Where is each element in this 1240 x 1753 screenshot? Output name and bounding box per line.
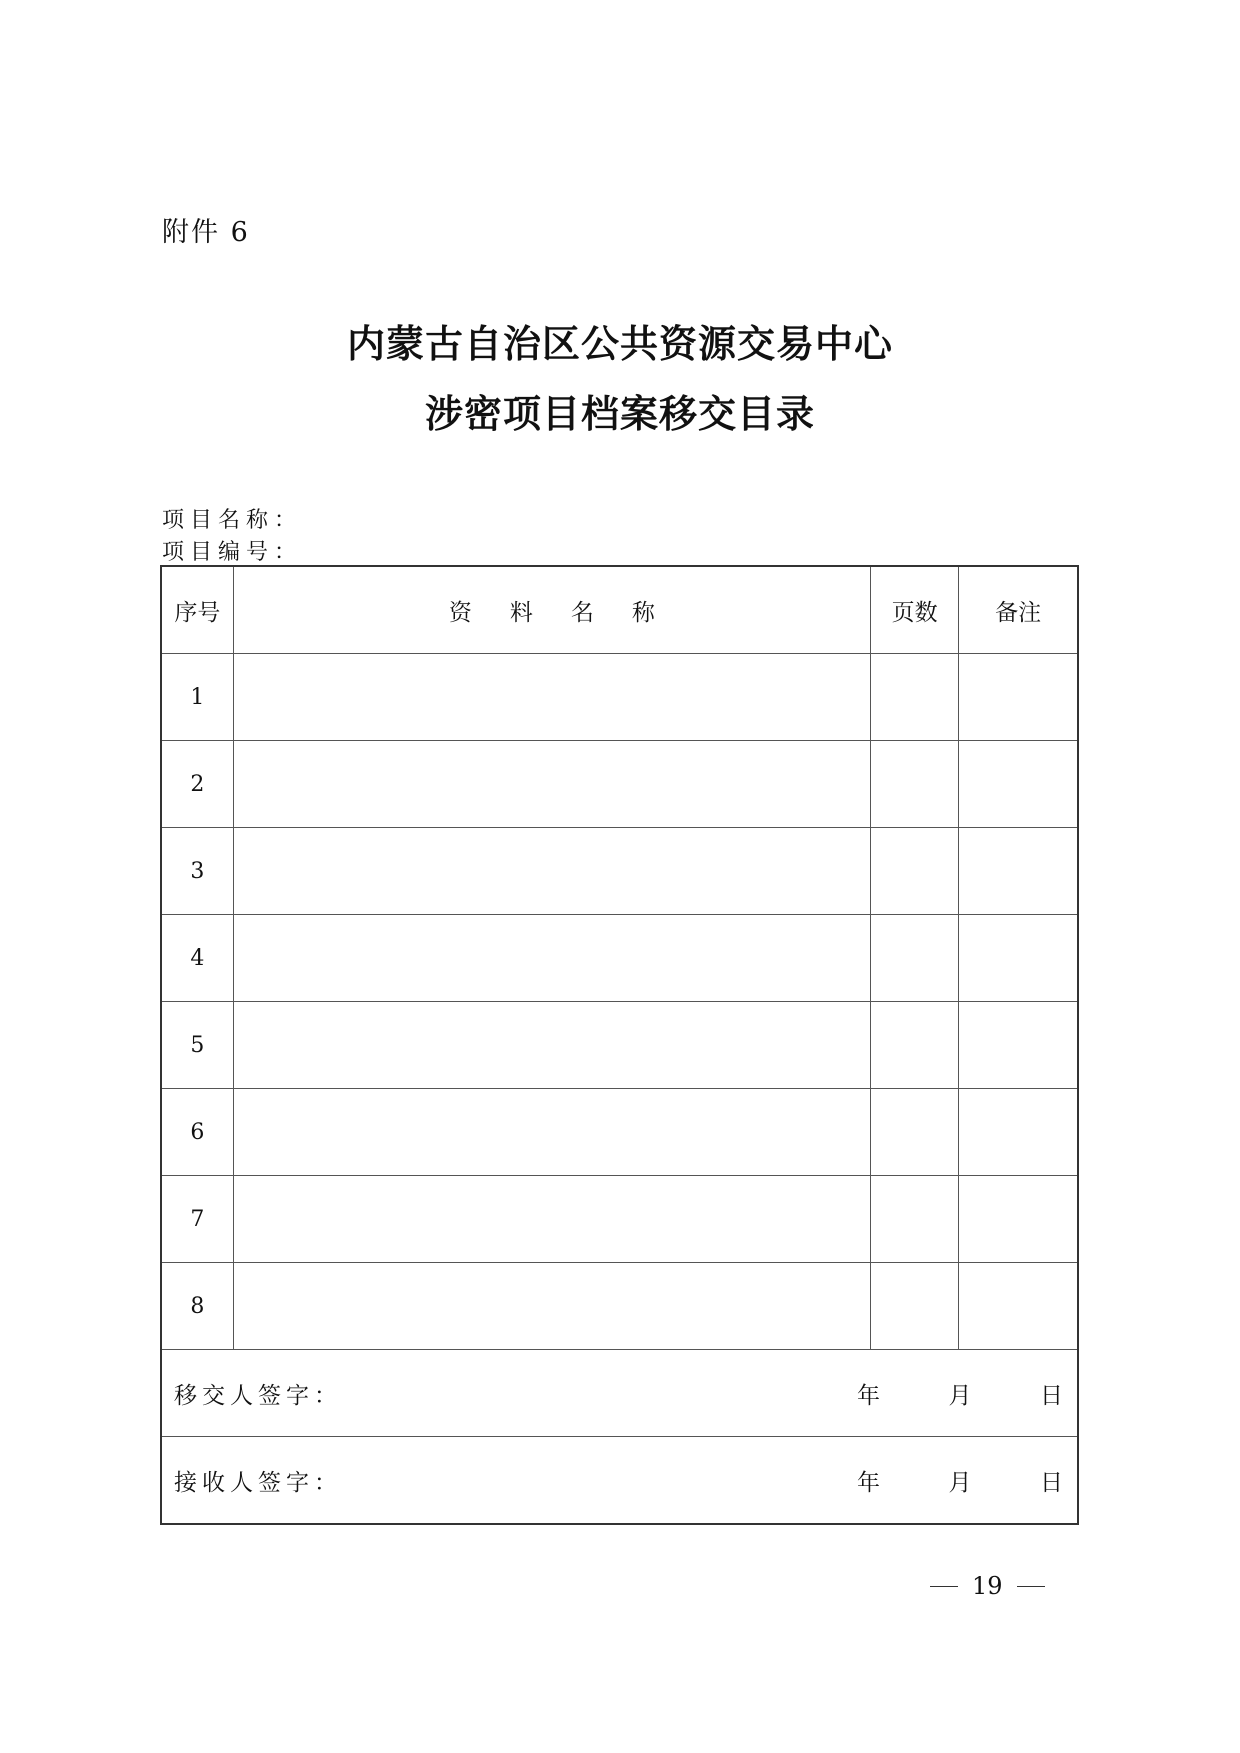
- row-pages-cell[interactable]: [871, 654, 959, 741]
- year-label: 年: [857, 1382, 880, 1409]
- year-label: 年: [857, 1469, 880, 1496]
- day-label: 日: [1040, 1382, 1063, 1409]
- receiver-signature-cell[interactable]: [161, 1437, 1078, 1525]
- header-name: 资料名称: [233, 566, 870, 654]
- project-name-field: [162, 503, 302, 534]
- dash-right: [1017, 1586, 1045, 1587]
- row-remarks-cell[interactable]: [959, 1176, 1078, 1263]
- transferor-date: [857, 1377, 1063, 1410]
- transferor-signature-cell[interactable]: [161, 1350, 1078, 1437]
- table-row: [161, 915, 1078, 1002]
- row-remarks-cell[interactable]: [959, 654, 1078, 741]
- row-name-cell[interactable]: [233, 828, 870, 915]
- row-remarks-cell[interactable]: [959, 915, 1078, 1002]
- row-name-cell[interactable]: [233, 1263, 870, 1350]
- row-seq: 7: [161, 1176, 233, 1263]
- attachment-number: 6: [230, 217, 250, 248]
- row-remarks-cell[interactable]: [959, 1002, 1078, 1089]
- row-pages-cell[interactable]: [871, 915, 959, 1002]
- page-number-text: 19: [972, 1572, 1003, 1600]
- row-seq: 3: [161, 828, 233, 915]
- project-number-label: 项目编号：: [162, 540, 303, 565]
- page-number: [930, 1572, 1045, 1600]
- attachment-label: [162, 210, 250, 249]
- table-row: [161, 828, 1078, 915]
- project-number-field: [162, 535, 302, 566]
- row-pages-cell[interactable]: [871, 1176, 959, 1263]
- row-remarks-cell[interactable]: [959, 1263, 1078, 1350]
- header-remarks: 备注: [959, 566, 1078, 654]
- row-seq: 2: [161, 741, 233, 828]
- row-seq: 8: [161, 1263, 233, 1350]
- row-remarks-cell[interactable]: [959, 828, 1078, 915]
- row-name-cell[interactable]: [233, 654, 870, 741]
- dash-left: [930, 1586, 958, 1587]
- row-name-cell[interactable]: [233, 915, 870, 1002]
- transferor-signature-label: 移交人签字：: [174, 1382, 342, 1409]
- receiver-signature-row: [161, 1437, 1078, 1525]
- transfer-catalog-table: [160, 565, 1079, 1525]
- document-title-line1: 内蒙古自治区公共资源交易中心: [346, 322, 893, 366]
- row-seq: 4: [161, 915, 233, 1002]
- receiver-signature-label: 接收人签字：: [174, 1469, 342, 1496]
- month-label: 月: [948, 1469, 972, 1496]
- row-name-cell[interactable]: [233, 741, 870, 828]
- row-pages-cell[interactable]: [871, 1263, 959, 1350]
- table-row: [161, 1002, 1078, 1089]
- row-name-cell[interactable]: [233, 1089, 870, 1176]
- project-name-label: 项目名称：: [162, 508, 303, 533]
- table-row: [161, 741, 1078, 828]
- row-name-cell[interactable]: [233, 1176, 870, 1263]
- row-pages-cell[interactable]: [871, 1089, 959, 1176]
- row-name-cell[interactable]: [233, 1002, 870, 1089]
- table-row: [161, 654, 1078, 741]
- day-label: 日: [1040, 1469, 1063, 1496]
- table-row: [161, 1089, 1078, 1176]
- transferor-signature-row: [161, 1350, 1078, 1437]
- table-header-row: [161, 566, 1078, 654]
- header-pages: 页数: [871, 566, 959, 654]
- document-title-line2: 涉密项目档案移交目录: [424, 392, 815, 436]
- header-seq: 序号: [161, 566, 233, 654]
- table-row: [161, 1176, 1078, 1263]
- row-seq: 6: [161, 1089, 233, 1176]
- row-remarks-cell[interactable]: [959, 1089, 1078, 1176]
- month-label: 月: [948, 1382, 972, 1409]
- row-pages-cell[interactable]: [871, 1002, 959, 1089]
- row-seq: 5: [161, 1002, 233, 1089]
- attachment-text: 附件: [162, 217, 220, 248]
- row-remarks-cell[interactable]: [959, 741, 1078, 828]
- row-pages-cell[interactable]: [871, 741, 959, 828]
- row-pages-cell[interactable]: [871, 828, 959, 915]
- row-seq: 1: [161, 654, 233, 741]
- receiver-date: [857, 1464, 1063, 1497]
- table-row: [161, 1263, 1078, 1350]
